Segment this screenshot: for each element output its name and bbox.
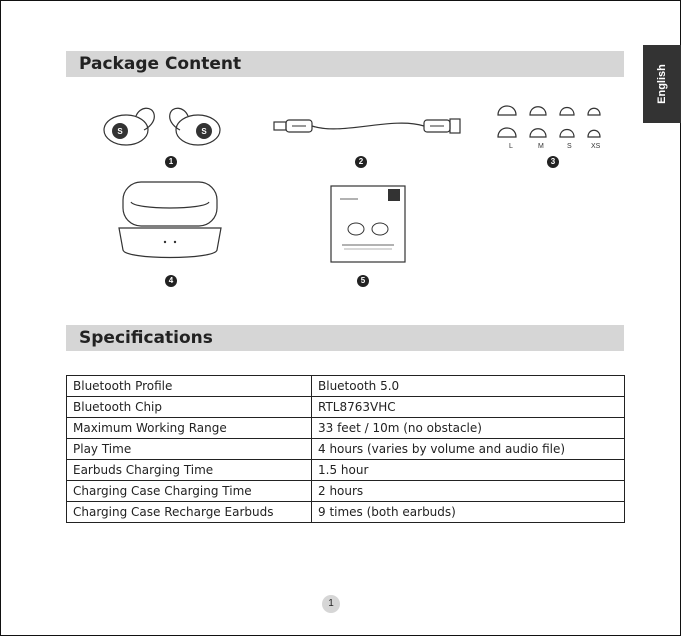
spec-label: Bluetooth Chip — [67, 397, 312, 418]
spec-value: Bluetooth 5.0 — [312, 376, 625, 397]
spec-label: Maximum Working Range — [67, 418, 312, 439]
table-row — [67, 460, 625, 481]
spec-value: 4 hours (varies by volume and audio file) — [312, 439, 625, 460]
spec-value: RTL8763VHC — [312, 397, 625, 418]
eartip-size-s: S — [567, 143, 572, 150]
language-tab — [643, 45, 681, 123]
usb-cable-illustration — [272, 114, 464, 138]
specifications-table — [66, 375, 625, 523]
item-number-1: 1 — [165, 156, 177, 168]
specifications-header — [66, 325, 624, 351]
table-row — [67, 502, 625, 523]
earbud-right-logo: S — [201, 127, 207, 136]
charging-case-illustration — [115, 180, 225, 265]
spec-value: 9 times (both earbuds) — [312, 502, 625, 523]
table-row — [67, 397, 625, 418]
item-number-2: 2 — [355, 156, 367, 168]
language-tab-label: English — [656, 64, 669, 104]
package-content-title: Package Content — [79, 54, 242, 74]
item-number-4: 4 — [165, 275, 177, 287]
user-manual-illustration — [330, 185, 406, 263]
item-number-3: 3 — [547, 156, 559, 168]
item-number-5: 5 — [357, 275, 369, 287]
spec-label: Bluetooth Profile — [67, 376, 312, 397]
spec-label: Earbuds Charging Time — [67, 460, 312, 481]
eartip-size-l: L — [509, 143, 513, 150]
table-row — [67, 418, 625, 439]
earbuds-illustration — [100, 102, 230, 152]
eartip-size-xs: XS — [591, 143, 601, 150]
spec-value: 33 feet / 10m (no obstacle) — [312, 418, 625, 439]
spec-label: Play Time — [67, 439, 312, 460]
table-row — [67, 376, 625, 397]
package-content-header — [66, 51, 624, 77]
spec-value: 2 hours — [312, 481, 625, 502]
earbud-left-logo: S — [117, 127, 123, 136]
spec-label: Charging Case Charging Time — [67, 481, 312, 502]
specifications-title: Specifications — [79, 328, 213, 348]
table-row — [67, 481, 625, 502]
spec-label: Charging Case Recharge Earbuds — [67, 502, 312, 523]
page-number: 1 — [322, 595, 340, 613]
table-row — [67, 439, 625, 460]
eartip-size-m: M — [538, 143, 544, 150]
eartips-illustration — [494, 101, 606, 145]
spec-value: 1.5 hour — [312, 460, 625, 481]
